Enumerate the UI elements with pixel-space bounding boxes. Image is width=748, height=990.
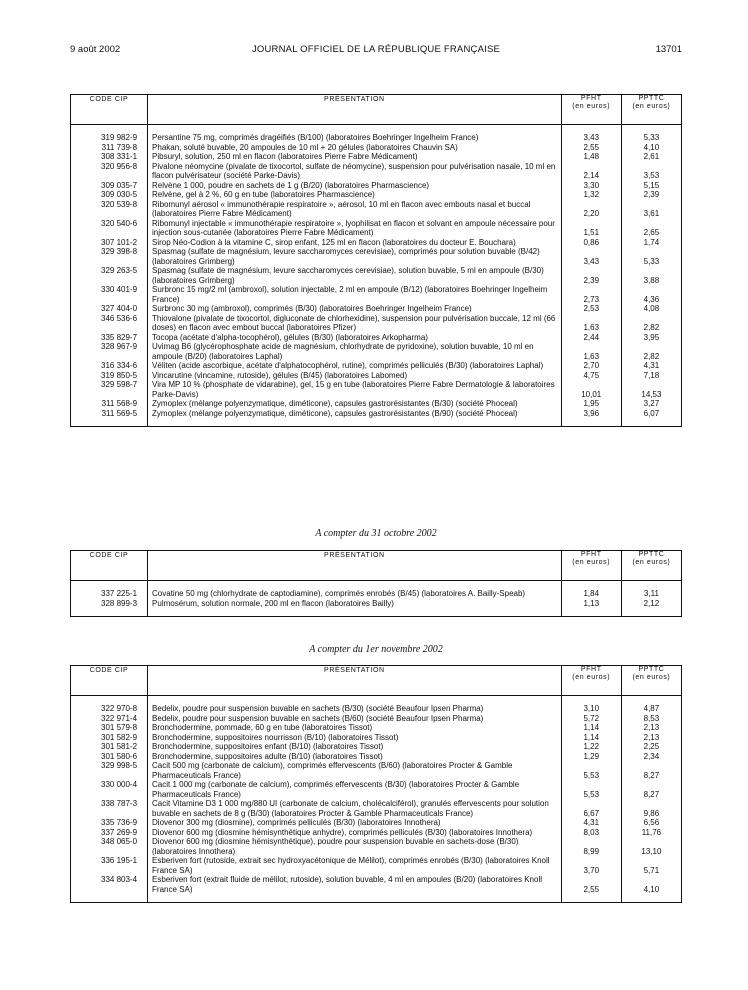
pfht-value: 3,30 [561,181,621,191]
column-header-presentation: PRÉSENTATION [148,666,562,696]
column-header-pfht-unit: (en euros) [572,674,611,681]
pfht-value: 4,31 [561,818,621,828]
pfht-value: 1,95 [561,399,621,409]
column-header-pfht-unit: (en euros) [572,559,611,566]
cip-code: 308 331-1 [71,152,148,162]
pfht-value: 2,73 [561,285,621,304]
table-row [71,219,682,238]
cip-code: 329 263-5 [71,266,148,285]
presentation-text: Persantine 75 mg, comprimés dragéifiés (B/100) (laboratoires Boehringer Ingelheim France) [148,133,562,143]
table-header-row [71,551,682,581]
pfht-value: 2,55 [561,875,621,894]
ppttc-value: 9,86 [643,808,660,818]
table-row [71,704,682,714]
pfht-value: 5,72 [561,714,621,724]
cip-code: 328 967-9 [71,342,148,361]
cip-code: 329 998-5 [71,761,148,780]
column-header-pfht [561,666,621,696]
table-row [71,152,682,162]
table-row [71,133,682,143]
column-header-ppttc-unit: (en euros) [632,103,671,110]
ppttc-value: 3,95 [643,332,660,342]
presentation-text: Esberiven fort (extrait fluide de mélilot, rutoside), solution buvable, 4 ml en ampoules (B/20) (laboratoires Knoll France SA) [148,875,562,894]
table-row [71,599,682,609]
ppttc-value: 2,13 [643,732,660,742]
pfht-value: 5,53 [561,761,621,780]
presentation-text: Zymoplex (mélange polyenzymatique, diméticone), capsules gastrorésistantes (B/90) (société Phoceal) [148,409,562,419]
page-number: 13701 [655,44,682,55]
presentation-text: Pulmosérum, solution normale, 200 ml en flacon (laboratoires Bailly) [148,599,562,609]
table-row [71,380,682,399]
column-header-pfht-label: PFHT [580,666,602,673]
presentation-text: Cacit 500 mg (carbonate de calcium), comprimés effervescents (B/60) (laboratoires Procter & Gamble Pharmaceuticals France) [148,761,562,780]
column-header-presentation: PRÉSENTATION [148,95,562,125]
table-row [71,856,682,875]
ppttc-value: 4,10 [643,142,660,152]
pfht-value: 1,63 [561,342,621,361]
cip-code: 319 850-5 [71,371,148,381]
table-row [71,143,682,153]
ppttc-value: 2,34 [643,751,660,761]
price-table [70,94,682,427]
column-header-ppttc-unit: (en euros) [632,559,671,566]
cip-code: 307 101-2 [71,238,148,248]
cip-code: 311 569-5 [71,409,148,419]
table-row [71,247,682,266]
presentation-text: Diovenor 300 mg (diosmine), comprimés pelliculés (B/30) (laboratoires Innothera) [148,818,562,828]
presentation-text: Cacit Vitamine D3 1 000 mg/880 UI (carbonate de calcium, cholécalciférol), granulés effervescents pour solution buvable en sachets de 8 g (B/30) (laboratoires Procter & Gamble Pharmaceuticals France) [148,799,562,818]
running-header [70,44,682,58]
cip-code: 301 579-8 [71,723,148,733]
pfht-value: 1,22 [561,742,621,752]
table-row [71,875,682,894]
presentation-text: Bronchodermine, suppositoires nourrisson (B/10) (laboratoires Tissot) [148,733,562,743]
table-row [71,837,682,856]
cip-code: 337 269-9 [71,828,148,838]
table-row [71,799,682,818]
cip-code: 316 334-6 [71,361,148,371]
presentation-text: Tocopa (acétate d'alpha-tocophérol), gélules (B/30) (laboratoires Arkopharma) [148,333,562,343]
table-row [71,190,682,200]
table-row [71,409,682,419]
pfht-value: 3,43 [561,133,621,143]
pfht-value: 2,20 [561,200,621,219]
section-caption: A compter du 31 octobre 2002 [315,528,437,539]
cip-code: 322 971-4 [71,714,148,724]
presentation-text: Pibsuryl, solution, 250 ml en flacon (laboratoires Pierre Fabre Médicament) [148,152,562,162]
ppttc-value: 2,82 [643,323,660,332]
ppttc-value: 2,61 [643,152,660,161]
table-header-row [71,666,682,696]
presentation-text: Diovenor 600 mg (diosmine hémisynthétique anhydre), comprimés pelliculés (B/30) (laboratoires Innothera) [148,828,562,838]
presentation-text: Cacit 1 000 mg (carbonate de calcium), comprimés effervescents (B/30) (laboratoires Procter & Gamble Pharmaceuticals France) [148,780,562,799]
presentation-text: Bronchodermine, suppositoires enfant (B/10) (laboratoires Tissot) [148,742,562,752]
table-row [71,285,682,304]
pfht-value: 1,63 [561,314,621,333]
ppttc-value: 3,88 [643,275,660,285]
cip-code: 320 540-6 [71,219,148,238]
ppttc-value: 2,12 [643,598,660,608]
presentation-text: Zymoplex (mélange polyenzymatique, diméticone), capsules gastrorésistantes (B/30) (société Phoceal) [148,399,562,409]
pfht-value: 1,84 [561,589,621,599]
column-header-ppttc [621,551,681,581]
presentation-text: Vincarutine (vincamine, rutoside), gélules (B/45) (laboratoires Labomed) [148,371,562,381]
presentation-text: Surbronc 15 mg/2 ml (ambroxol), solution injectable, 2 ml en ampoule (B/12) (laboratoires Boehringer Ingelheim France) [148,285,562,304]
presentation-text: Diovenor 600 mg (diosmine hémisynthétique), poudre pour suspension buvable en sachets-dose (B/30) (laboratoires Innothera) [148,837,562,856]
cip-code: 311 568-9 [71,399,148,409]
cip-code: 320 956-8 [71,162,148,181]
ppttc-value: 5,33 [643,256,660,266]
presentation-text: Uvimag B6 (glycérophosphate acide de magnésium, chlorhydrate de pyridoxine), solution buvable, 10 ml en ampoule (B/20) (laboratoires Laphal) [148,342,562,361]
table-row [71,752,682,762]
table-row [71,266,682,285]
column-header-ppttc [621,666,681,696]
ppttc-value: 4,87 [643,704,660,713]
cip-code: 301 581-2 [71,742,148,752]
ppttc-value: 2,25 [643,742,660,751]
cip-code: 334 803-4 [71,875,148,894]
cip-code: 322 970-8 [71,704,148,714]
table-row [71,181,682,191]
presentation-text: Esberiven fort (rutoside, extrait sec hydroxyacétonique de Mélilot), comprimés enrobés (B/30) (laboratoires Knoll France SA) [148,856,562,875]
price-table [70,665,682,903]
column-header-pfht [561,551,621,581]
presentation-text: Pivalone néomycine (pivalate de tixocortol, sulfate de néomycine), suspension pour pulvérisation nasale, 10 ml en flacon pulvérisateur (société Parke-Davis) [148,162,562,181]
cip-code: 336 195-1 [71,856,148,875]
pfht-value: 8,03 [561,828,621,838]
column-header-ppttc-label: PPTTC [638,551,665,558]
pfht-value: 1,14 [561,733,621,743]
presentation-text: Spasmag (sulfate de magnésium, levure saccharomyces cerevisiae), solution buvable, 5 ml en ampoule (B/30) (laboratoires Grimberg) [148,266,562,285]
table-row [71,742,682,752]
table-header-row [71,95,682,125]
table-row [71,333,682,343]
ppttc-value: 5,71 [643,865,660,875]
pfht-value: 2,14 [561,162,621,181]
ppttc-value: 11,76 [641,827,662,837]
pfht-value: 10,01 [561,380,621,399]
cip-code: 346 536-6 [71,314,148,333]
table-row [71,371,682,381]
section-caption: A compter du 1er novembre 2002 [309,644,443,655]
presentation-text: Spasmag (sulfate de magnésium, levure saccharomyces cerevisiae), comprimés pour solution buvable (B/42) (laboratoires Grimberg) [148,247,562,266]
ppttc-value: 7,18 [643,370,660,380]
ppttc-value: 8,27 [643,789,660,799]
table-row [71,238,682,248]
presentation-text: Relvène 1 000, poudre en sachets de 1 g (B/20) (laboratoires Pharmascience) [148,181,562,191]
cip-code: 337 225-1 [71,589,148,599]
column-header-pfht-unit: (en euros) [572,103,611,110]
presentation-text: Sirop Néo-Codion à la vitamine C, sirop enfant, 125 ml en flacon (laboratoires du docteur E. Bouchara) [148,238,562,248]
table-row [71,828,682,838]
pfht-value: 2,55 [561,143,621,153]
table-row [71,304,682,314]
journal-title: JOURNAL OFFICIEL DE LA RÉPUBLIQUE FRANÇAISE [251,44,501,55]
cip-code: 301 582-9 [71,733,148,743]
price-table [70,550,682,617]
presentation-text: Ribomunyl aérosol « immunothérapie respiratoire », aérosol, 10 ml en flacon avec embouts nasal et buccal (laboratoires Pierre Fabre Médicament) [148,200,562,219]
presentation-text: Bronchodermine, pommade, 60 g en tube (laboratoires Tissot) [148,723,562,733]
ppttc-value: 2,82 [643,351,660,361]
column-header-pfht [561,95,621,125]
cip-code: 327 404-0 [71,304,148,314]
ppttc-value: 3,27 [643,399,660,408]
presentation-text: Vira MP 10 % (phosphate de vidarabine), gel, 15 g en tube (laboratoires Pierre Fabre Dermatologie & laboratoires Parke-Davis) [148,380,562,399]
pfht-value: 1,51 [561,219,621,238]
ppttc-value: 2,13 [643,723,660,732]
presentation-text: Relvène, gel à 2 %, 60 g en tube (laboratoires Pharmascience) [148,190,562,200]
ppttc-value: 13,10 [641,846,662,856]
ppttc-value: 4,31 [643,361,660,370]
ppttc-value: 5,33 [643,133,660,142]
cip-code: 338 787-3 [71,799,148,818]
pfht-value: 1,14 [561,723,621,733]
column-header-pfht-label: PFHT [580,551,602,558]
presentation-text: Véliten (acide ascorbique, acétate d'alphatocophérol, rutine), comprimés pelliculés (B/30) (laboratoires Laphal) [148,361,562,371]
ppttc-value: 4,08 [643,304,660,313]
table-row [71,361,682,371]
cip-code: 330 000-4 [71,780,148,799]
presentation-text: Ribomunyl injectable « immunothérapie respiratoire », lyophilisat en flacon et solvant en ampoule nécessaire pour injection sous-cutanée (laboratoires Pierre Fabre Médicament) [148,219,562,238]
presentation-text: Thiovalone (pivalate de tixocortol, digluconate de chlorhexidine), suspension pour pulvérisation buccale, 12 ml (66 doses) en flacon avec embout buccal (laboratoires Pfizer) [148,314,562,333]
presentation-text: Bedelix, poudre pour suspension buvable en sachets (B/60) (société Beaufour Ipsen Pharma) [148,714,562,724]
pfht-value: 6,67 [561,799,621,818]
pfht-value: 3,43 [561,247,621,266]
pfht-value: 8,99 [561,837,621,856]
table-row [71,399,682,409]
cip-code: 320 539-8 [71,200,148,219]
cip-code: 311 739-8 [71,143,148,153]
column-header-code: CODE CIP [71,95,148,125]
column-header-presentation: PRÉSENTATION [148,551,562,581]
cip-code: 309 035-7 [71,181,148,191]
issue-date: 9 août 2002 [70,44,121,55]
ppttc-value: 14,53 [641,389,662,399]
table-row [71,342,682,361]
ppttc-value: 4,36 [643,294,660,304]
ppttc-value: 1,74 [643,237,660,247]
presentation-text: Bronchodermine, suppositoires adulte (B/10) (laboratoires Tissot) [148,752,562,762]
ppttc-value: 2,65 [643,228,660,237]
cip-code: 329 598-7 [71,380,148,399]
column-header-code: CODE CIP [71,666,148,696]
pfht-value: 2,44 [561,333,621,343]
pfht-value: 2,53 [561,304,621,314]
table-row [71,761,682,780]
pfht-value: 2,70 [561,361,621,371]
ppttc-value: 6,56 [643,818,660,827]
pfht-value: 5,53 [561,780,621,799]
ppttc-value: 8,27 [643,770,660,780]
cip-code: 328 899-3 [71,599,148,609]
ppttc-value: 2,39 [643,190,660,199]
table-row [71,780,682,799]
ppttc-value: 5,15 [643,180,660,190]
table-row [71,162,682,181]
column-header-code: CODE CIP [71,551,148,581]
table-row [71,723,682,733]
table-row [71,818,682,828]
pfht-value: 1,13 [561,599,621,609]
cip-code: 309 030-5 [71,190,148,200]
cip-code: 319 982-9 [71,133,148,143]
table-row [71,314,682,333]
ppttc-value: 6,07 [643,408,660,418]
pfht-value: 3,70 [561,856,621,875]
pfht-value: 0,86 [561,238,621,248]
presentation-text: Surbronc 30 mg (ambroxol), comprimés (B/30) (laboratoires Boehringer Ingelheim France) [148,304,562,314]
cip-code: 335 829-7 [71,333,148,343]
pfht-value: 3,10 [561,704,621,714]
pfht-value: 1,29 [561,752,621,762]
presentation-text: Covatine 50 mg (chlorhydrate de captodiamine), comprimés enrobés (B/45) (laboratoires A. Bailly-Speab) [148,589,562,599]
cip-code: 335 736-9 [71,818,148,828]
presentation-text: Phakan, soluté buvable, 20 ampoules de 10 ml + 20 gélules (laboratoires Chauvin SA) [148,143,562,153]
column-header-ppttc-label: PPTTC [638,95,665,102]
cip-code: 348 065-0 [71,837,148,856]
presentation-text: Bedelix, poudre pour suspension buvable en sachets (B/30) (société Beaufour Ipsen Pharma) [148,704,562,714]
cip-code: 301 580-6 [71,752,148,762]
ppttc-value: 3,11 [643,589,659,598]
table-row [71,589,682,599]
column-header-ppttc [621,95,681,125]
pfht-value: 3,96 [561,409,621,419]
cip-code: 330 401-9 [71,285,148,304]
table-row [71,714,682,724]
ppttc-value: 8,53 [643,713,660,723]
pfht-value: 4,75 [561,371,621,381]
ppttc-value: 3,53 [643,171,660,180]
ppttc-value: 4,10 [643,884,660,894]
pfht-value: 1,48 [561,152,621,162]
pfht-value: 2,39 [561,266,621,285]
table-row [71,200,682,219]
cip-code: 329 398-8 [71,247,148,266]
column-header-pfht-label: PFHT [580,95,602,102]
ppttc-value: 3,61 [643,209,660,218]
column-header-ppttc-label: PPTTC [638,666,665,673]
column-header-ppttc-unit: (en euros) [632,674,671,681]
pfht-value: 1,32 [561,190,621,200]
table-row [71,733,682,743]
